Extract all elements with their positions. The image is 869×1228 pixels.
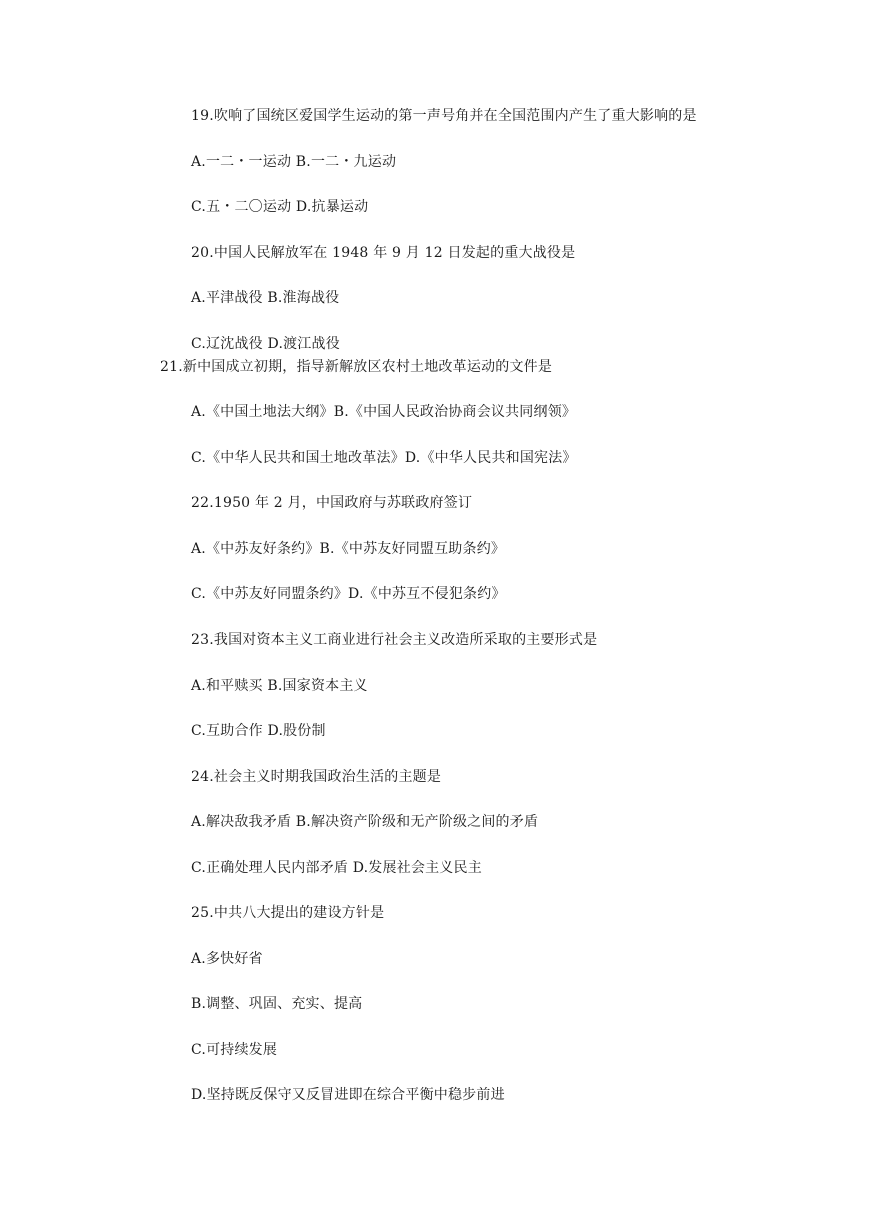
question-20-option-line-1: A.平津战役 B.淮海战役 xyxy=(191,290,340,306)
question-19-stem: 19.吹响了国统区爱国学生运动的第一声号角并在全国范围内产生了重大影响的是 xyxy=(191,108,697,124)
question-24-stem: 24.社会主义时期我国政治生活的主题是 xyxy=(191,769,442,785)
question-25-option-c: C.可持续发展 xyxy=(191,1042,278,1058)
question-23-stem: 23.我国对资本主义工商业进行社会主义改造所采取的主要形式是 xyxy=(191,632,598,648)
question-20-stem: 20.中国人民解放军在 1948 年 9 月 12 日发起的重大战役是 xyxy=(191,245,576,261)
question-21-option-line-2: C.《中华人民共和国土地改革法》D.《中华人民共和国宪法》 xyxy=(191,450,577,466)
question-22-option-line-2: C.《中苏友好同盟条约》D.《中苏互不侵犯条约》 xyxy=(191,586,506,602)
question-24-option-line-1: A.解决敌我矛盾 B.解决资产阶级和无产阶级之间的矛盾 xyxy=(191,814,539,830)
question-20-option-line-2: C.辽沈战役 D.渡江战役 xyxy=(191,336,340,352)
question-21-option-line-1: A.《中国土地法大纲》B.《中国人民政治协商会议共同纲领》 xyxy=(191,404,577,420)
question-19-option-line-1: A.一二・一运动 B.一二・九运动 xyxy=(191,154,397,170)
question-21-stem: 21.新中国成立初期，指导新解放区农村土地改革运动的文件是 xyxy=(160,359,553,375)
question-25-option-a: A.多快好省 xyxy=(191,951,263,967)
question-23-option-line-2: C.互助合作 D.股份制 xyxy=(191,723,326,739)
question-22-option-line-1: A.《中苏友好条约》B.《中苏友好同盟互助条约》 xyxy=(191,541,506,557)
question-23-option-line-1: A.和平赎买 B.国家资本主义 xyxy=(191,678,368,694)
question-25-option-b: B.调整、巩固、充实、提高 xyxy=(191,996,363,1012)
question-19-option-line-2: C.五・二〇运动 D.抗暴运动 xyxy=(191,199,369,215)
question-25-option-d: D.坚持既反保守又反冒进即在综合平衡中稳步前进 xyxy=(191,1087,505,1103)
question-22-stem: 22.1950 年 2 月，中国政府与苏联政府签订 xyxy=(191,495,473,511)
question-25-stem: 25.中共八大提出的建设方针是 xyxy=(191,905,385,921)
question-24-option-line-2: C.正确处理人民内部矛盾 D.发展社会主义民主 xyxy=(191,860,482,876)
